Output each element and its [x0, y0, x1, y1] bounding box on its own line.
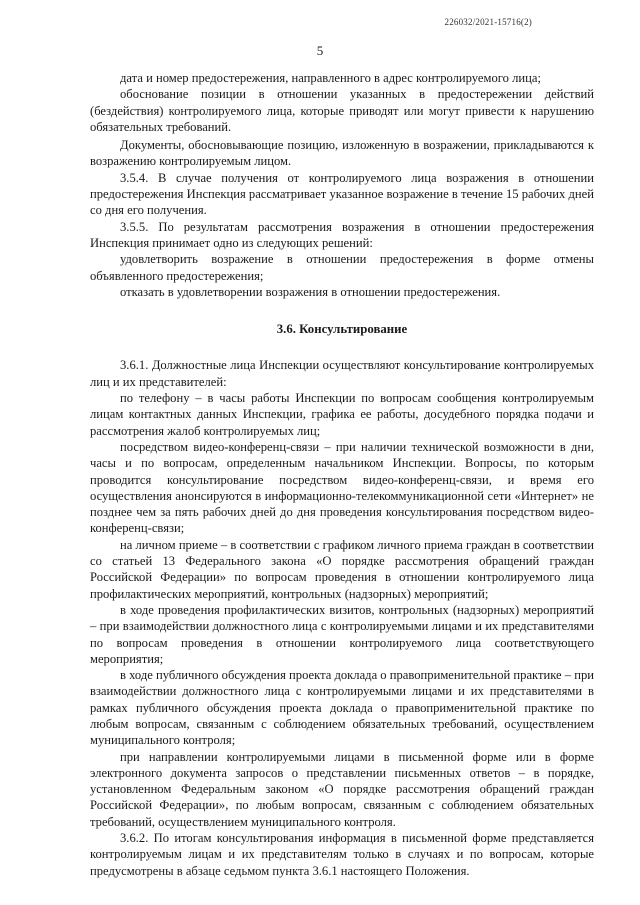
paragraph: Документы, обосновывающие позицию, изложенную в возражении, прикладываются к возражению контролируемым лицом. [90, 138, 594, 169]
paragraph: в ходе публичного обсуждения проекта доклада о правоприменительной практике – при взаимодействии должностного лица с контролируемыми лицами и их представителями в рамках публичного обсуждения проекта доклада о правоприменительной практике по любым вопросам, связанным с соблюдением обязательных требований, осуществлением муниципального контроля; [90, 668, 594, 748]
section-title: 3.6. Консультирование [276, 322, 408, 337]
paragraph: посредством видео-конференц-связи – при наличии технической возможности в дни, часы и по вопросам, определенным начальником Инспекции. Вопросы, по которым проводится консультирование посредством видео-конференц-связи, и время его осуществления анонсируются в информационно-телекоммуникационной сети «Интернет» не позднее чем за пять рабочих дней до дня проведения консультирования посредством видео-конференц-связи; [90, 439, 594, 536]
paragraph: 3.6.1. Должностные лица Инспекции осуществляют консультирование контролируемых лиц и их представителей: [90, 358, 594, 389]
paragraph: в ходе проведения профилактических визитов, контрольных (надзорных) мероприятий – при взаимодействии должностного лица с контролируемыми лицами и их представителями по вопросам проведения в отношении контролируемого лица соответствующего мероприятия; [90, 602, 594, 666]
paragraph: 3.6.2. По итогам консультирования информация в письменной форме представляется контролируемым лицам и их представителям только в случаях и по вопросам, которые предусмотрены в абзаце седьмом пункта 3.6.1 настоящего Положения. [90, 831, 594, 878]
paragraph: на личном приеме – в соответствии с графиком личного приема граждан в соответствии со статьей 13 Федерального закона «О порядке рассмотрения обращений граждан Российской Федерации» по вопросам проведения в отношении контролируемого лица профилактических мероприятий, контрольных (надзорных) мероприятий; [90, 537, 594, 601]
paragraph: обоснование позиции в отношении указанных в предостережении действий (бездействия) контролируемого лица, которые приводят или могут привести к нарушению обязательных требований. [90, 87, 594, 134]
paragraph: по телефону – в часы работы Инспекции по вопросам сообщения контролируемым лицам контактных данных Инспекции, графика ее работы, досудебного порядка подачи и рассмотрения жалоб контролируемых лиц; [90, 391, 594, 438]
document-body [90, 70, 594, 879]
paragraph: отказать в удовлетворении возражения в отношении предостережения. [120, 284, 501, 299]
paragraph: 3.5.5. По результатам рассмотрения возражения в отношении предостережения Инспекция принимает одно из следующих решений: [90, 219, 594, 250]
paragraph: при направлении контролируемыми лицами в письменной форме или в форме электронного документа запросов о представлении письменных ответов – в порядке, установленном Федеральным законом «О порядке рассмотрения обращений граждан Российской Федерации», по любым вопросам, связанным с соблюдением обязательных требований, осуществлением муниципального контроля. [90, 749, 594, 829]
page-number: 5 [316, 43, 324, 58]
paragraph: 3.5.4. В случае получения от контролируемого лица возражения в отношении предостережения Инспекция рассматривает указанное возражение в течение 15 рабочих дней со дня его получения. [90, 170, 594, 218]
paragraph: удовлетворить возражение в отношении предостережения в форме отмены объявленного предостережения; [90, 252, 594, 283]
paragraph: дата и номер предостережения, направленного в адрес контролируемого лица; [120, 71, 541, 85]
document-id: 226032/2021-15716(2) [444, 17, 532, 27]
